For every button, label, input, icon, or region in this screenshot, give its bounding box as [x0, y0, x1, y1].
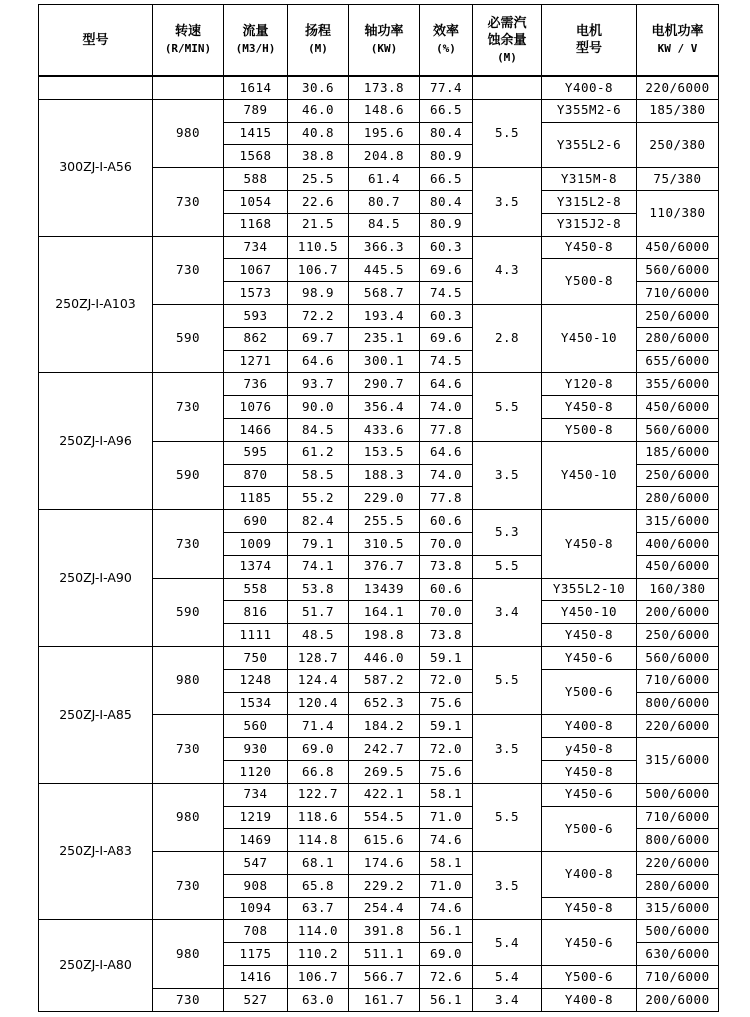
- flow-cell: 1573: [224, 282, 288, 305]
- motor-model-cell: Y450-10: [542, 601, 637, 624]
- efficiency-cell: 74.5: [420, 350, 473, 373]
- flow-cell: 595: [224, 441, 288, 464]
- col-header-motor-power: 电机功率 KW / V: [637, 5, 719, 77]
- efficiency-cell: 73.8: [420, 624, 473, 647]
- flow-cell: 1067: [224, 259, 288, 282]
- efficiency-cell: 74.5: [420, 282, 473, 305]
- model-cell: 250ZJ-I-A103: [39, 236, 153, 373]
- head-cell: 69.0: [288, 738, 349, 761]
- flow-cell: 708: [224, 920, 288, 943]
- shaft-power-cell: 229.0: [349, 487, 420, 510]
- motor-model-cell: Y315J2-8: [542, 213, 637, 236]
- shaft-power-cell: 242.7: [349, 738, 420, 761]
- motor-model-cell: y450-8: [542, 738, 637, 761]
- flow-cell: 1219: [224, 806, 288, 829]
- motor-power-cell: 200/6000: [637, 601, 719, 624]
- shaft-power-cell: 290.7: [349, 373, 420, 396]
- head-cell: 25.5: [288, 168, 349, 191]
- shaft-power-cell: 566.7: [349, 966, 420, 989]
- npsh-cell: 3.4: [473, 988, 542, 1011]
- head-cell: 114.8: [288, 829, 349, 852]
- efficiency-cell: 80.9: [420, 145, 473, 168]
- head-cell: 53.8: [288, 578, 349, 601]
- head-cell: 64.6: [288, 350, 349, 373]
- motor-power-cell: 220/6000: [637, 76, 719, 99]
- motor-power-cell: 400/6000: [637, 532, 719, 555]
- motor-model-cell: Y450-8: [542, 236, 637, 259]
- shaft-power-cell: 554.5: [349, 806, 420, 829]
- efficiency-cell: 77.8: [420, 487, 473, 510]
- efficiency-cell: 74.0: [420, 464, 473, 487]
- head-cell: 38.8: [288, 145, 349, 168]
- shaft-power-cell: 161.7: [349, 988, 420, 1011]
- flow-cell: 816: [224, 601, 288, 624]
- motor-power-cell: 315/6000: [637, 897, 719, 920]
- head-cell: 124.4: [288, 669, 349, 692]
- efficiency-cell: 80.4: [420, 190, 473, 213]
- head-cell: 22.6: [288, 190, 349, 213]
- motor-model-cell: Y500-6: [542, 966, 637, 989]
- flow-cell: 734: [224, 236, 288, 259]
- npsh-cell: 3.5: [473, 168, 542, 236]
- shaft-power-cell: 235.1: [349, 327, 420, 350]
- shaft-power-cell: 366.3: [349, 236, 420, 259]
- flow-cell: 1534: [224, 692, 288, 715]
- motor-power-cell: 630/6000: [637, 943, 719, 966]
- flow-cell: 930: [224, 738, 288, 761]
- head-cell: 106.7: [288, 966, 349, 989]
- motor-power-cell: 185/6000: [637, 441, 719, 464]
- efficiency-cell: 60.3: [420, 304, 473, 327]
- speed-cell: 730: [153, 168, 224, 236]
- table-row: [39, 510, 719, 533]
- motor-power-cell: 560/6000: [637, 259, 719, 282]
- motor-power-cell: 280/6000: [637, 487, 719, 510]
- efficiency-cell: 75.6: [420, 692, 473, 715]
- shaft-power-cell: 164.1: [349, 601, 420, 624]
- flow-cell: 1009: [224, 532, 288, 555]
- motor-power-cell: 710/6000: [637, 966, 719, 989]
- motor-model-cell: Y400-8: [542, 852, 637, 898]
- model-cell: 300ZJ-I-A56: [39, 99, 153, 236]
- efficiency-cell: 70.0: [420, 532, 473, 555]
- model-cell: 250ZJ-I-A80: [39, 920, 153, 1011]
- head-cell: 110.5: [288, 236, 349, 259]
- shaft-power-cell: 153.5: [349, 441, 420, 464]
- npsh-cell: 5.5: [473, 373, 542, 441]
- speed-cell: 590: [153, 441, 224, 509]
- speed-cell: 980: [153, 783, 224, 851]
- flow-cell: 1374: [224, 555, 288, 578]
- flow-cell: 547: [224, 852, 288, 875]
- col-header-efficiency: 效率 (%): [420, 5, 473, 77]
- shaft-power-cell: 61.4: [349, 168, 420, 191]
- speed-cell: 590: [153, 578, 224, 646]
- head-cell: 61.2: [288, 441, 349, 464]
- efficiency-cell: 66.5: [420, 168, 473, 191]
- efficiency-cell: 59.1: [420, 715, 473, 738]
- motor-model-cell: Y355L2-10: [542, 578, 637, 601]
- efficiency-cell: 59.1: [420, 646, 473, 669]
- shaft-power-cell: 84.5: [349, 213, 420, 236]
- npsh-cell: 3.4: [473, 578, 542, 646]
- flow-cell: 1469: [224, 829, 288, 852]
- efficiency-cell: 80.4: [420, 122, 473, 145]
- efficiency-cell: 64.6: [420, 373, 473, 396]
- shaft-power-cell: 188.3: [349, 464, 420, 487]
- head-cell: 40.8: [288, 122, 349, 145]
- shaft-power-cell: 422.1: [349, 783, 420, 806]
- shaft-power-cell: 269.5: [349, 760, 420, 783]
- flow-cell: 1248: [224, 669, 288, 692]
- flow-cell: 593: [224, 304, 288, 327]
- speed-cell: 980: [153, 99, 224, 167]
- motor-model-cell: Y355L2-6: [542, 122, 637, 168]
- flow-cell: 789: [224, 99, 288, 122]
- motor-model-cell: Y500-6: [542, 669, 637, 715]
- speed-cell: 730: [153, 236, 224, 304]
- head-cell: 46.0: [288, 99, 349, 122]
- motor-power-cell: 220/6000: [637, 715, 719, 738]
- head-cell: 68.1: [288, 852, 349, 875]
- col-header-flow: 流量 (M3/H): [224, 5, 288, 77]
- speed-cell: 730: [153, 510, 224, 578]
- shaft-power-cell: 254.4: [349, 897, 420, 920]
- flow-cell: 1111: [224, 624, 288, 647]
- head-cell: 90.0: [288, 396, 349, 419]
- efficiency-cell: 58.1: [420, 852, 473, 875]
- motor-model-cell: Y355M2-6: [542, 99, 637, 122]
- head-cell: 106.7: [288, 259, 349, 282]
- motor-power-cell: 560/6000: [637, 646, 719, 669]
- flow-cell: 750: [224, 646, 288, 669]
- efficiency-cell: 56.1: [420, 920, 473, 943]
- col-header-head: 扬程 (M): [288, 5, 349, 77]
- npsh-cell: 5.5: [473, 646, 542, 714]
- shaft-power-cell: 174.6: [349, 852, 420, 875]
- head-cell: 58.5: [288, 464, 349, 487]
- shaft-power-cell: 195.6: [349, 122, 420, 145]
- speed-cell: 980: [153, 646, 224, 714]
- shaft-power-cell: 511.1: [349, 943, 420, 966]
- motor-power-cell: 110/380: [637, 190, 719, 236]
- flow-cell: 736: [224, 373, 288, 396]
- head-cell: 110.2: [288, 943, 349, 966]
- npsh-cell: 5.4: [473, 920, 542, 966]
- flow-cell: 1094: [224, 897, 288, 920]
- motor-power-cell: 500/6000: [637, 783, 719, 806]
- efficiency-cell: 66.5: [420, 99, 473, 122]
- npsh-cell: 3.5: [473, 852, 542, 920]
- motor-power-cell: 315/6000: [637, 510, 719, 533]
- npsh-cell: 5.3: [473, 510, 542, 556]
- speed-cell: [153, 76, 224, 99]
- motor-power-cell: 800/6000: [637, 692, 719, 715]
- efficiency-cell: 60.6: [420, 578, 473, 601]
- motor-power-cell: 200/6000: [637, 988, 719, 1011]
- table-row: [39, 783, 719, 806]
- motor-power-cell: 75/380: [637, 168, 719, 191]
- motor-model-cell: Y500-8: [542, 418, 637, 441]
- head-cell: 84.5: [288, 418, 349, 441]
- head-cell: 122.7: [288, 783, 349, 806]
- motor-power-cell: 450/6000: [637, 396, 719, 419]
- flow-cell: 1076: [224, 396, 288, 419]
- flow-cell: 1466: [224, 418, 288, 441]
- model-cell: [39, 76, 153, 99]
- flow-cell: 734: [224, 783, 288, 806]
- motor-model-cell: Y450-8: [542, 897, 637, 920]
- motor-power-cell: 710/6000: [637, 282, 719, 305]
- head-cell: 65.8: [288, 874, 349, 897]
- table-row: [39, 920, 719, 943]
- head-cell: 55.2: [288, 487, 349, 510]
- speed-cell: 730: [153, 715, 224, 783]
- head-cell: 48.5: [288, 624, 349, 647]
- motor-power-cell: 655/6000: [637, 350, 719, 373]
- flow-cell: 1185: [224, 487, 288, 510]
- motor-power-cell: 250/380: [637, 122, 719, 168]
- motor-power-cell: 450/6000: [637, 555, 719, 578]
- motor-power-cell: 710/6000: [637, 806, 719, 829]
- motor-model-cell: Y400-8: [542, 988, 637, 1011]
- head-cell: 120.4: [288, 692, 349, 715]
- col-header-motor-model: 电机 型号: [542, 5, 637, 77]
- motor-model-cell: Y450-6: [542, 920, 637, 966]
- table-row: [39, 646, 719, 669]
- shaft-power-cell: 615.6: [349, 829, 420, 852]
- shaft-power-cell: 148.6: [349, 99, 420, 122]
- head-cell: 79.1: [288, 532, 349, 555]
- speed-cell: 590: [153, 304, 224, 372]
- motor-model-cell: Y400-8: [542, 76, 637, 99]
- flow-cell: 690: [224, 510, 288, 533]
- model-cell: 250ZJ-I-A96: [39, 373, 153, 510]
- npsh-cell: 4.3: [473, 236, 542, 304]
- shaft-power-cell: 255.5: [349, 510, 420, 533]
- motor-model-cell: Y120-8: [542, 373, 637, 396]
- efficiency-cell: 77.8: [420, 418, 473, 441]
- head-cell: 71.4: [288, 715, 349, 738]
- model-cell: 250ZJ-I-A83: [39, 783, 153, 920]
- head-cell: 114.0: [288, 920, 349, 943]
- flow-cell: 908: [224, 874, 288, 897]
- flow-cell: 1168: [224, 213, 288, 236]
- shaft-power-cell: 300.1: [349, 350, 420, 373]
- head-cell: 63.0: [288, 988, 349, 1011]
- table-row: [39, 76, 719, 99]
- efficiency-cell: 56.1: [420, 988, 473, 1011]
- shaft-power-cell: 204.8: [349, 145, 420, 168]
- flow-cell: 1614: [224, 76, 288, 99]
- head-cell: 98.9: [288, 282, 349, 305]
- flow-cell: 527: [224, 988, 288, 1011]
- head-cell: 82.4: [288, 510, 349, 533]
- npsh-cell: 5.5: [473, 555, 542, 578]
- col-header-speed: 转速 (R/MIN): [153, 5, 224, 77]
- npsh-cell: 5.5: [473, 99, 542, 167]
- efficiency-cell: 69.0: [420, 943, 473, 966]
- speed-cell: 730: [153, 373, 224, 441]
- head-cell: 128.7: [288, 646, 349, 669]
- flow-cell: 1054: [224, 190, 288, 213]
- flow-cell: 588: [224, 168, 288, 191]
- motor-power-cell: 280/6000: [637, 874, 719, 897]
- head-cell: 63.7: [288, 897, 349, 920]
- header-row: [39, 5, 719, 77]
- flow-cell: 560: [224, 715, 288, 738]
- head-cell: 118.6: [288, 806, 349, 829]
- shaft-power-cell: 229.2: [349, 874, 420, 897]
- efficiency-cell: 60.3: [420, 236, 473, 259]
- model-cell: 250ZJ-I-A85: [39, 646, 153, 783]
- motor-power-cell: 250/6000: [637, 464, 719, 487]
- col-header-npsh: 必需汽 蚀余量 (M): [473, 5, 542, 77]
- npsh-cell: 3.5: [473, 441, 542, 509]
- efficiency-cell: 80.9: [420, 213, 473, 236]
- motor-power-cell: 185/380: [637, 99, 719, 122]
- motor-power-cell: 500/6000: [637, 920, 719, 943]
- table-row: [39, 99, 719, 122]
- table-row: [39, 236, 719, 259]
- motor-power-cell: 800/6000: [637, 829, 719, 852]
- pump-spec-table: [38, 4, 719, 1012]
- flow-cell: 862: [224, 327, 288, 350]
- npsh-cell: 5.4: [473, 966, 542, 989]
- shaft-power-cell: 446.0: [349, 646, 420, 669]
- motor-model-cell: Y500-6: [542, 806, 637, 852]
- motor-model-cell: Y450-6: [542, 646, 637, 669]
- shaft-power-cell: 433.6: [349, 418, 420, 441]
- head-cell: 93.7: [288, 373, 349, 396]
- motor-model-cell: Y315L2-8: [542, 190, 637, 213]
- motor-power-cell: 280/6000: [637, 327, 719, 350]
- col-header-model: 型号: [39, 5, 153, 77]
- flow-cell: 1416: [224, 966, 288, 989]
- motor-model-cell: Y315M-8: [542, 168, 637, 191]
- motor-power-cell: 355/6000: [637, 373, 719, 396]
- shaft-power-cell: 198.8: [349, 624, 420, 647]
- efficiency-cell: 77.4: [420, 76, 473, 99]
- efficiency-cell: 69.6: [420, 259, 473, 282]
- head-cell: 74.1: [288, 555, 349, 578]
- head-cell: 51.7: [288, 601, 349, 624]
- flow-cell: 870: [224, 464, 288, 487]
- npsh-cell: 3.5: [473, 715, 542, 783]
- efficiency-cell: 60.6: [420, 510, 473, 533]
- motor-power-cell: 220/6000: [637, 852, 719, 875]
- efficiency-cell: 71.0: [420, 874, 473, 897]
- shaft-power-cell: 445.5: [349, 259, 420, 282]
- motor-power-cell: 710/6000: [637, 669, 719, 692]
- shaft-power-cell: 391.8: [349, 920, 420, 943]
- speed-cell: 730: [153, 852, 224, 920]
- table-row: [39, 373, 719, 396]
- head-cell: 69.7: [288, 327, 349, 350]
- flow-cell: 1120: [224, 760, 288, 783]
- flow-cell: 1568: [224, 145, 288, 168]
- motor-model-cell: Y450-8: [542, 760, 637, 783]
- efficiency-cell: 74.6: [420, 897, 473, 920]
- shaft-power-cell: 587.2: [349, 669, 420, 692]
- efficiency-cell: 73.8: [420, 555, 473, 578]
- motor-model-cell: Y450-10: [542, 441, 637, 509]
- efficiency-cell: 72.0: [420, 738, 473, 761]
- col-header-shaft-power: 轴功率 (KW): [349, 5, 420, 77]
- efficiency-cell: 72.0: [420, 669, 473, 692]
- motor-power-cell: 250/6000: [637, 304, 719, 327]
- shaft-power-cell: 13439: [349, 578, 420, 601]
- motor-model-cell: Y400-8: [542, 715, 637, 738]
- flow-cell: 1415: [224, 122, 288, 145]
- flow-cell: 1271: [224, 350, 288, 373]
- motor-model-cell: Y450-6: [542, 783, 637, 806]
- flow-cell: 1175: [224, 943, 288, 966]
- speed-cell: 730: [153, 988, 224, 1011]
- npsh-cell: [473, 76, 542, 99]
- efficiency-cell: 70.0: [420, 601, 473, 624]
- motor-power-cell: 315/6000: [637, 738, 719, 784]
- model-cell: 250ZJ-I-A90: [39, 510, 153, 647]
- head-cell: 30.6: [288, 76, 349, 99]
- motor-power-cell: 560/6000: [637, 418, 719, 441]
- head-cell: 66.8: [288, 760, 349, 783]
- shaft-power-cell: 652.3: [349, 692, 420, 715]
- motor-power-cell: 160/380: [637, 578, 719, 601]
- shaft-power-cell: 80.7: [349, 190, 420, 213]
- efficiency-cell: 58.1: [420, 783, 473, 806]
- efficiency-cell: 75.6: [420, 760, 473, 783]
- npsh-cell: 5.5: [473, 783, 542, 851]
- motor-model-cell: Y450-8: [542, 396, 637, 419]
- shaft-power-cell: 310.5: [349, 532, 420, 555]
- speed-cell: 980: [153, 920, 224, 988]
- efficiency-cell: 72.6: [420, 966, 473, 989]
- motor-model-cell: Y500-8: [542, 259, 637, 305]
- efficiency-cell: 74.0: [420, 396, 473, 419]
- head-cell: 21.5: [288, 213, 349, 236]
- shaft-power-cell: 184.2: [349, 715, 420, 738]
- efficiency-cell: 64.6: [420, 441, 473, 464]
- motor-power-cell: 450/6000: [637, 236, 719, 259]
- flow-cell: 558: [224, 578, 288, 601]
- shaft-power-cell: 568.7: [349, 282, 420, 305]
- motor-model-cell: Y450-10: [542, 304, 637, 372]
- shaft-power-cell: 173.8: [349, 76, 420, 99]
- efficiency-cell: 71.0: [420, 806, 473, 829]
- motor-model-cell: Y450-8: [542, 624, 637, 647]
- shaft-power-cell: 356.4: [349, 396, 420, 419]
- motor-model-cell: Y450-8: [542, 510, 637, 578]
- shaft-power-cell: 193.4: [349, 304, 420, 327]
- shaft-power-cell: 376.7: [349, 555, 420, 578]
- efficiency-cell: 74.6: [420, 829, 473, 852]
- efficiency-cell: 69.6: [420, 327, 473, 350]
- head-cell: 72.2: [288, 304, 349, 327]
- npsh-cell: 2.8: [473, 304, 542, 372]
- motor-power-cell: 250/6000: [637, 624, 719, 647]
